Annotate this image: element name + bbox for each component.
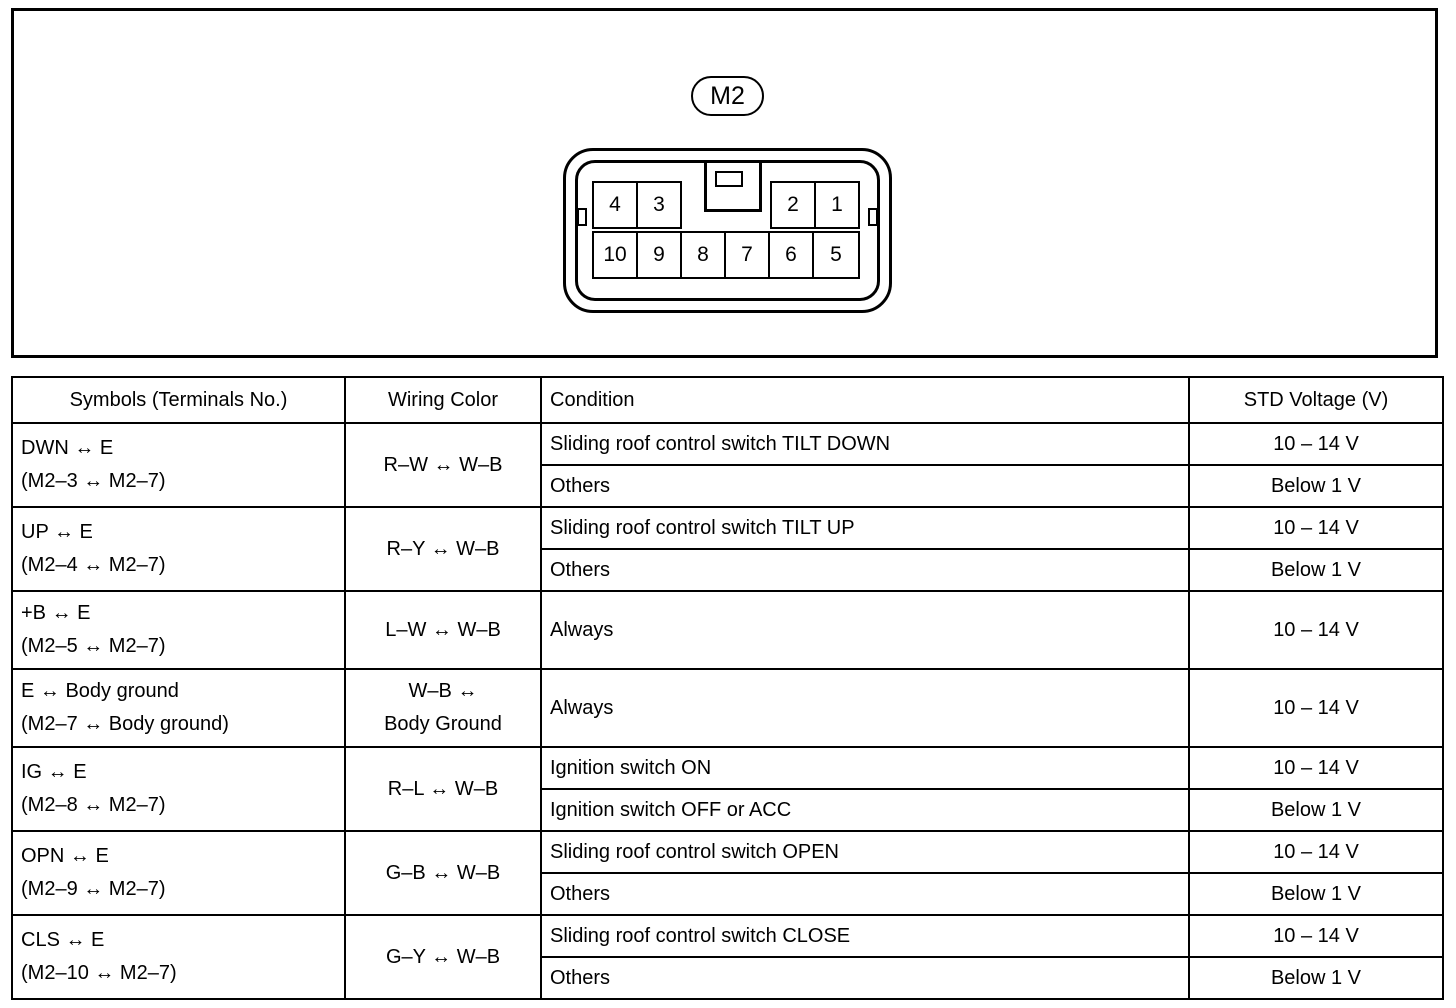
header-symbols: Symbols (Terminals No.) <box>12 377 345 423</box>
condition-cell: Others <box>541 549 1189 591</box>
wiring-text: W–B ↔ <box>408 680 478 702</box>
table-row <box>12 669 1443 747</box>
key-slot <box>715 171 743 187</box>
symbol-cell <box>12 669 345 747</box>
condition-cell: Others <box>541 465 1189 507</box>
terminal-text: (M2–4 ↔ M2–7) <box>21 554 166 576</box>
symbol-text: OPN ↔ E <box>21 845 109 867</box>
wiring-cell: G–Y ↔ W–B <box>345 915 541 999</box>
symbol-text: UP ↔ E <box>21 521 93 543</box>
condition-cell: Sliding roof control switch OPEN <box>541 831 1189 873</box>
voltage-cell: 10 – 14 V <box>1189 591 1443 669</box>
table-row <box>12 591 1443 669</box>
pin-3: 3 <box>636 181 682 229</box>
condition-cell: Sliding roof control switch TILT DOWN <box>541 423 1189 465</box>
wiring-cell: G–B ↔ W–B <box>345 831 541 915</box>
symbol-text: +B ↔ E <box>21 602 91 624</box>
voltage-cell: 10 – 14 V <box>1189 423 1443 465</box>
connector-label: M2 <box>691 76 764 116</box>
table-row <box>12 507 1443 549</box>
voltage-cell: 10 – 14 V <box>1189 747 1443 789</box>
terminal-text: (M2–5 ↔ M2–7) <box>21 635 166 657</box>
condition-cell: Always <box>541 669 1189 747</box>
pin-8: 8 <box>680 231 726 279</box>
pin-6: 6 <box>768 231 814 279</box>
voltage-cell: Below 1 V <box>1189 465 1443 507</box>
voltage-cell: 10 – 14 V <box>1189 507 1443 549</box>
voltage-cell: Below 1 V <box>1189 549 1443 591</box>
wiring-cell: R–W ↔ W–B <box>345 423 541 507</box>
wiring-cell: R–Y ↔ W–B <box>345 507 541 591</box>
symbol-text: CLS ↔ E <box>21 929 105 951</box>
terminal-text: (M2–8 ↔ M2–7) <box>21 794 166 816</box>
pin-1: 1 <box>814 181 860 229</box>
pin-4: 4 <box>592 181 638 229</box>
voltage-cell: Below 1 V <box>1189 789 1443 831</box>
symbol-text: DWN ↔ E <box>21 437 114 459</box>
terminal-text: (M2–7 ↔ Body ground) <box>21 713 229 735</box>
symbol-cell <box>12 591 345 669</box>
terminal-text: (M2–10 ↔ M2–7) <box>21 962 177 984</box>
connector-key <box>704 160 762 212</box>
condition-cell: Others <box>541 873 1189 915</box>
terminal-text: (M2–9 ↔ M2–7) <box>21 878 166 900</box>
wiring-cell: R–L ↔ W–B <box>345 747 541 831</box>
voltage-cell: Below 1 V <box>1189 873 1443 915</box>
condition-cell: Sliding roof control switch CLOSE <box>541 915 1189 957</box>
voltage-cell: 10 – 14 V <box>1189 831 1443 873</box>
table-row <box>12 915 1443 957</box>
condition-cell: Others <box>541 957 1189 999</box>
symbol-cell <box>12 915 345 999</box>
table-header-row <box>12 377 1443 423</box>
wiring-cell: L–W ↔ W–B <box>345 591 541 669</box>
voltage-cell: 10 – 14 V <box>1189 915 1443 957</box>
symbol-cell <box>12 831 345 915</box>
condition-cell: Sliding roof control switch TILT UP <box>541 507 1189 549</box>
pin-9: 9 <box>636 231 682 279</box>
symbol-cell <box>12 507 345 591</box>
connector-lock-left <box>577 208 587 226</box>
wiring-cell <box>345 669 541 747</box>
table-row <box>12 831 1443 873</box>
symbol-cell <box>12 423 345 507</box>
table-row <box>12 747 1443 789</box>
voltage-cell: 10 – 14 V <box>1189 669 1443 747</box>
terminal-spec-table <box>11 376 1444 1000</box>
header-condition: Condition <box>541 377 1189 423</box>
table-row <box>12 423 1443 465</box>
pin-10: 10 <box>592 231 638 279</box>
symbol-text: E ↔ Body ground <box>21 680 179 702</box>
pin-2: 2 <box>770 181 816 229</box>
voltage-cell: Below 1 V <box>1189 957 1443 999</box>
header-std-voltage: STD Voltage (V) <box>1189 377 1443 423</box>
pin-7: 7 <box>724 231 770 279</box>
symbol-cell <box>12 747 345 831</box>
connector-m2 <box>563 148 892 313</box>
terminal-text: (M2–3 ↔ M2–7) <box>21 470 166 492</box>
pin-5: 5 <box>812 231 860 279</box>
symbol-text: IG ↔ E <box>21 761 87 783</box>
connector-lock-right <box>868 208 878 226</box>
condition-cell: Ignition switch ON <box>541 747 1189 789</box>
header-wiring-color: Wiring Color <box>345 377 541 423</box>
condition-cell: Always <box>541 591 1189 669</box>
condition-cell: Ignition switch OFF or ACC <box>541 789 1189 831</box>
wiring-text-line2: Body Ground <box>384 713 502 735</box>
